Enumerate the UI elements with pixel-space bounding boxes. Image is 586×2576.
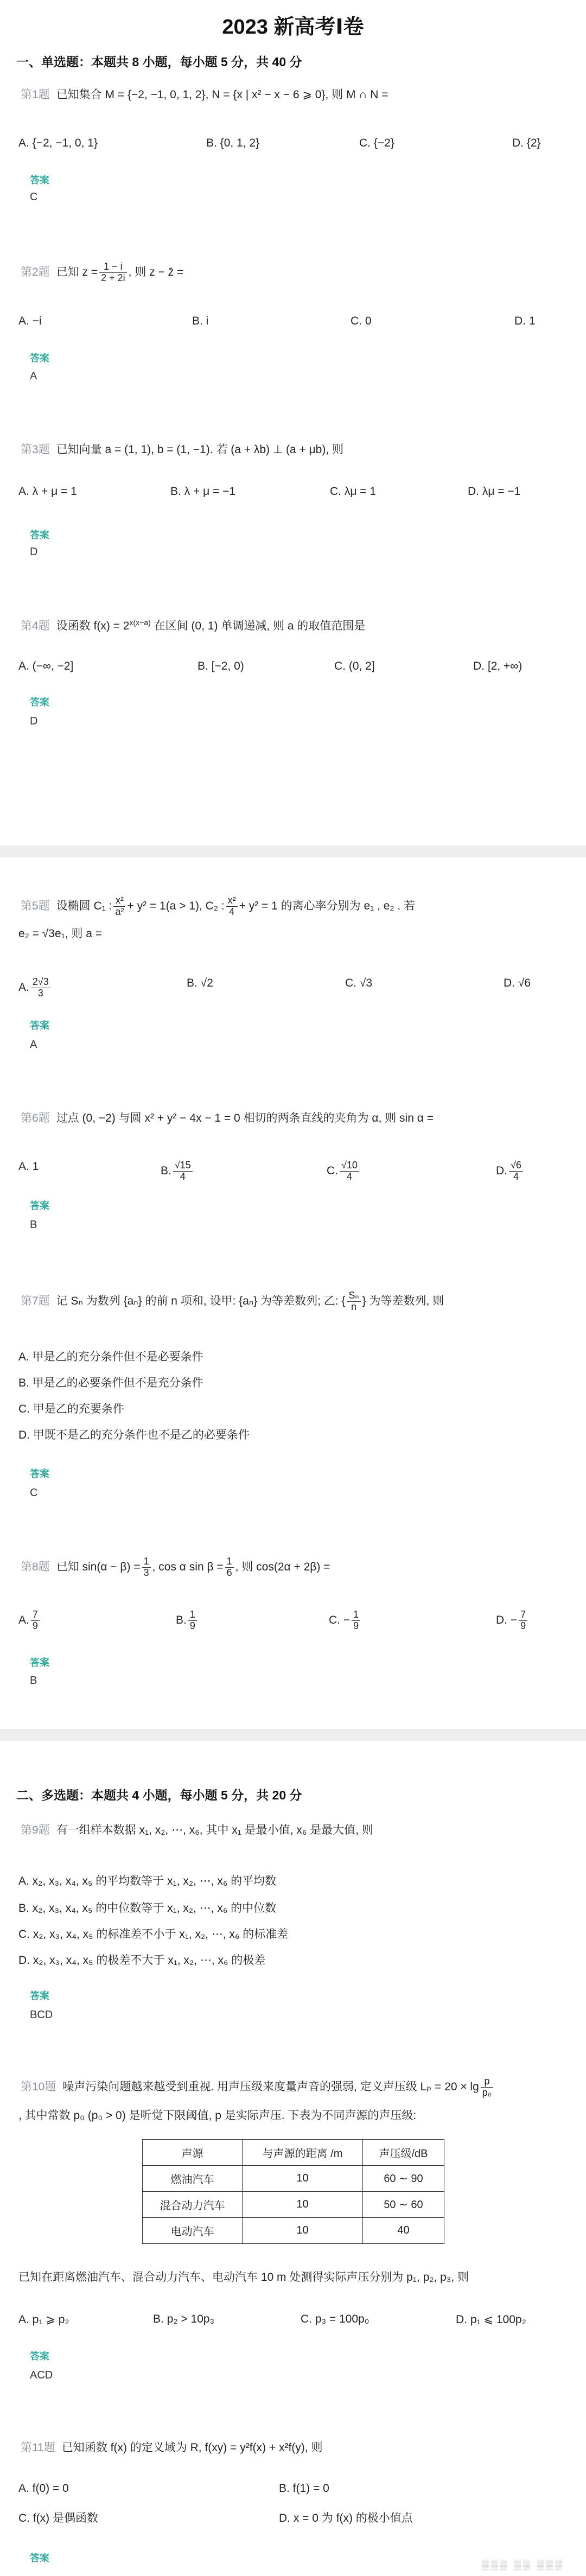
answer-label: 答案: [30, 697, 49, 708]
table-header-cell: 声源: [143, 2140, 243, 2166]
question-number: 第2题: [21, 265, 50, 278]
section-divider: [0, 845, 586, 857]
question-text: 记 Sₙ 为数列 {aₙ} 的前 n 项和, 设甲: {aₙ} 为等差数列; 乙: {: [56, 1294, 346, 1307]
table-row: [143, 2192, 444, 2218]
option-a[interactable]: A. x₂, x₃, x₄, x₅ 的平均数等于 x₁, x₂, ⋯, x₆ 的平均数: [18, 1875, 277, 1887]
option-d[interactable]: D. x = 0 为 f(x) 的极小值点: [279, 2512, 413, 2524]
exponent: x(x−a): [129, 618, 151, 627]
option-c[interactable]: C. {−2}: [359, 137, 394, 149]
page-title: 2023 新高考Ⅰ卷: [222, 16, 364, 39]
fraction: $\frac{\text{x²}}{\text{a²}}$: [113, 895, 125, 918]
option-b[interactable]: B. $\frac{√15}{4}$: [161, 1160, 194, 1182]
question-8-stem: [21, 1556, 570, 1579]
table-cell: 60 ∼ 90: [363, 2166, 444, 2192]
question-text: 已知向量 a = (1, 1), b = (1, −1). 若 (a + λb) ⊥ (a + μb), 则: [56, 443, 343, 456]
question-number: 第8题: [21, 1560, 50, 1573]
question-number: 第6题: [21, 1112, 50, 1124]
option-b[interactable]: B. p₂ > 10p₃: [153, 2313, 215, 2325]
fraction: $\frac{1}{3}$: [142, 1556, 151, 1579]
option-c[interactable]: C. $\frac{√10}{4}$: [327, 1160, 361, 1182]
option-d[interactable]: D. x₂, x₃, x₄, x₅ 的极差不大于 x₁, x₂, ⋯, x₆ 的极差: [18, 1954, 266, 1967]
question-number: 第1题: [21, 88, 50, 101]
question-2-options: [18, 315, 570, 336]
question-text: 噪声污染问题越来越受到重视. 用声压级来度量声音的强弱, 定义声压级 Lₚ = 20 × lg: [62, 2080, 479, 2093]
option-d[interactable]: D. 甲既不是乙的充分条件也不是乙的必要条件: [18, 1429, 250, 1441]
question-number: 第4题: [21, 620, 50, 632]
question-2-answer: A: [30, 370, 37, 382]
question-4-answer: D: [30, 715, 38, 727]
section-heading-single-choice: 一、单选题：本题共 8 小题，每小题 5 分，共 40 分: [16, 55, 302, 69]
option-a[interactable]: A. {−2, −1, 0, 1}: [18, 137, 98, 149]
table-cell: 混合动力汽车: [143, 2192, 243, 2218]
question-8-options: [18, 1610, 570, 1631]
question-5-stem: [21, 895, 570, 918]
table-row: [143, 2166, 444, 2192]
question-text-mid: + y² = 1(a > 1), C₂ :: [127, 899, 225, 912]
question-text-tail: 在区间 (0, 1) 单调递减, 则 a 的取值范围是: [150, 620, 366, 632]
answer-label: 答案: [30, 530, 49, 540]
option-a[interactable]: A. $\frac{7}{9}$: [18, 1610, 41, 1632]
question-text-tail: , 则 z − z̄ =: [128, 265, 184, 278]
question-number: 第11题: [21, 2441, 55, 2454]
question-11-options-row1: [18, 2482, 570, 2504]
option-a[interactable]: A. λ + μ = 1: [18, 485, 77, 498]
question-1-options: [18, 137, 570, 158]
option-b[interactable]: B. f(1) = 0: [279, 2482, 329, 2495]
question-5-answer: A: [30, 1039, 37, 1051]
option-c[interactable]: C. 甲是乙的充要条件: [18, 1403, 124, 1415]
section-heading-multi-choice: 二、多选题：本题共 4 小题，每小题 5 分，共 20 分: [16, 1788, 302, 1802]
answer-label: 答案: [30, 1200, 49, 1211]
option-d[interactable]: D. 1: [514, 315, 536, 327]
table-header-cell: 声压级/dB: [363, 2140, 444, 2166]
option-d[interactable]: D. λμ = −1: [468, 485, 521, 498]
table-header-cell: 与声源的距离 /m: [243, 2140, 363, 2166]
option-c[interactable]: C. x₂, x₃, x₄, x₅ 的标准差不小于 x₁, x₂, ⋯, x₆ 的标准差: [18, 1928, 289, 1941]
option-a[interactable]: A. (−∞, −2]: [18, 660, 74, 672]
question-1-answer: C: [30, 191, 38, 203]
question-number: 第5题: [21, 899, 50, 912]
fraction: $\frac{1}{6}$: [225, 1556, 234, 1579]
answer-label: 答案: [30, 1657, 49, 1668]
option-a[interactable]: A. f(0) = 0: [18, 2482, 69, 2495]
question-text-mid: , cos α sin β =: [152, 1560, 224, 1573]
question-number: 第10题: [21, 2080, 56, 2093]
question-text-tail: + y² = 1 的离心率分别为 e₁ , e₂ . 若: [239, 899, 416, 912]
question-10-options: [18, 2313, 570, 2335]
table-cell: 燃油汽车: [143, 2166, 243, 2192]
option-a[interactable]: A. 1: [18, 1160, 39, 1173]
option-b[interactable]: B. $\frac{1}{9}$: [176, 1610, 199, 1632]
answer-label: 答案: [30, 1990, 49, 2001]
option-d[interactable]: D. [2, +∞): [473, 660, 523, 672]
question-text: 过点 (0, −2) 与圆 x² + y² − 4x − 1 = 0 相切的两条直线的夹角为 α, 则 sin α =: [56, 1112, 434, 1124]
option-a[interactable]: A. 甲是乙的充分条件但不是必要条件: [18, 1351, 203, 1363]
fraction: $\frac{\text{Sₙ}}{n}$: [347, 1290, 360, 1313]
question-8-answer: B: [30, 1675, 37, 1687]
table-header-row: [143, 2140, 444, 2166]
option-c[interactable]: C. (0, 2]: [334, 660, 375, 672]
question-3-stem: [21, 441, 570, 459]
question-6-stem: [21, 1109, 570, 1128]
table-cell: 10: [243, 2218, 363, 2244]
question-number: 第7题: [21, 1294, 50, 1307]
option-c[interactable]: C. λμ = 1: [330, 485, 377, 498]
question-2-stem: [21, 262, 570, 284]
question-9-stem: [21, 1821, 570, 1840]
option-c[interactable]: C. f(x) 是偶函数: [18, 2512, 98, 2524]
option-a[interactable]: A. −i: [18, 315, 42, 327]
question-5-stem-line2: e₂ = √3e₁, 则 a =: [18, 927, 103, 940]
option-d[interactable]: D. − $\frac{7}{9}$: [496, 1610, 529, 1632]
question-5-options: [18, 977, 570, 998]
option-b[interactable]: B. [−2, 0): [198, 660, 244, 672]
option-d[interactable]: D. √6: [504, 977, 531, 989]
question-3-options: [18, 485, 570, 507]
option-d[interactable]: D. $\frac{√6}{4}$: [496, 1160, 525, 1182]
question-6-options: [18, 1160, 570, 1182]
option-d[interactable]: D. p₁ ⩽ 100p₂: [456, 2313, 526, 2326]
question-10-stem: [21, 2076, 570, 2098]
option-b[interactable]: B. {0, 1, 2}: [206, 137, 260, 149]
table-cell: 电动汽车: [143, 2218, 243, 2244]
fraction: $\frac{p}{\text{p₀}}$: [481, 2076, 493, 2098]
table-cell: 10: [243, 2166, 363, 2192]
answer-label: 答案: [30, 1020, 49, 1031]
table-cell: 10: [243, 2192, 363, 2218]
question-text: 设椭圆 C₁ :: [56, 899, 112, 912]
question-4-options: [18, 660, 570, 682]
option-b[interactable]: B. λ + μ = −1: [170, 485, 236, 498]
question-7-answer: C: [30, 1487, 38, 1499]
answer-label: 答案: [30, 353, 49, 364]
option-c[interactable]: C. − $\frac{1}{9}$: [329, 1610, 362, 1632]
question-11-stem: [21, 2439, 570, 2457]
answer-label: 答案: [30, 1468, 49, 1479]
watermark: ▒▒▒ ▒▒ ▒▒▒: [481, 2559, 564, 2570]
table-cell: 50 ∼ 60: [363, 2192, 444, 2218]
question-9-answer: BCD: [30, 2009, 53, 2021]
table-cell: 40: [363, 2218, 444, 2244]
question-3-answer: D: [30, 546, 38, 558]
question-1-stem: [21, 86, 570, 104]
option-c[interactable]: C. p₃ = 100p₀: [301, 2313, 370, 2325]
question-10-stem-line2: , 其中常数 p₀ (p₀ > 0) 是听觉下限阈值, p 是实际声压. 下表为不同声源的声压级:: [18, 2109, 417, 2122]
question-10-answer: ACD: [30, 2369, 53, 2381]
question-text-tail: } 为等差数列, 则: [362, 1294, 444, 1307]
option-b[interactable]: B. x₂, x₃, x₄, x₅ 的中位数等于 x₁, x₂, ⋯, x₆ 的中位数: [18, 1902, 277, 1914]
option-a[interactable]: A. $\frac{2√3}{3}$: [18, 977, 52, 999]
question-text: 设函数 f(x) = 2: [56, 620, 130, 632]
option-c[interactable]: C. √3: [345, 977, 373, 989]
question-4-stem: [21, 613, 570, 635]
question-10-followup: 已知在距离燃油汽车、混合动力汽车、电动汽车 10 m 处测得实际声压分别为 p₁, p₂, p₃, 则: [18, 2271, 469, 2284]
question-text: 已知 sin(α − β) =: [56, 1560, 141, 1573]
question-7-stem: [21, 1290, 570, 1313]
answer-label: 答案: [30, 2351, 49, 2362]
question-6-answer: B: [30, 1219, 37, 1231]
question-11-options-row2: [18, 2509, 570, 2531]
option-b[interactable]: B. √2: [187, 977, 213, 989]
answer-label: 答案: [30, 175, 49, 186]
question-number: 第9题: [21, 1824, 50, 1836]
question-text: 已知函数 f(x) 的定义域为 R, f(xy) = y²f(x) + x²f(y), 则: [61, 2441, 323, 2454]
question-text: 已知 z =: [56, 265, 98, 278]
fraction: $\frac{\text{x²}}{4}$: [226, 895, 238, 918]
question-text: 已知集合 M = {−2, −1, 0, 1, 2}, N = {x | x² − x − 6 ⩾ 0}, 则 M ∩ N =: [56, 88, 388, 101]
option-b[interactable]: B. 甲是乙的必要条件但不是充分条件: [18, 1377, 203, 1389]
table-row: [143, 2218, 444, 2244]
question-number: 第3题: [21, 443, 50, 456]
section-divider: [0, 1729, 586, 1741]
option-a[interactable]: A. p₁ ⩾ p₂: [18, 2313, 69, 2326]
question-text-tail: , 则 cos(2α + 2β) =: [235, 1560, 330, 1573]
option-c[interactable]: C. 0: [351, 315, 372, 327]
option-b[interactable]: B. i: [192, 315, 209, 327]
fraction: $\frac{1 - i}{2 + 2i}$: [99, 262, 127, 284]
question-text: 有一组样本数据 x₁, x₂, ⋯, x₆, 其中 x₁ 是最小值, x₆ 是最大值, 则: [56, 1824, 373, 1836]
answer-label: 答案: [30, 2553, 49, 2564]
sound-pressure-table: [142, 2139, 444, 2244]
option-d[interactable]: D. {2}: [512, 137, 541, 149]
